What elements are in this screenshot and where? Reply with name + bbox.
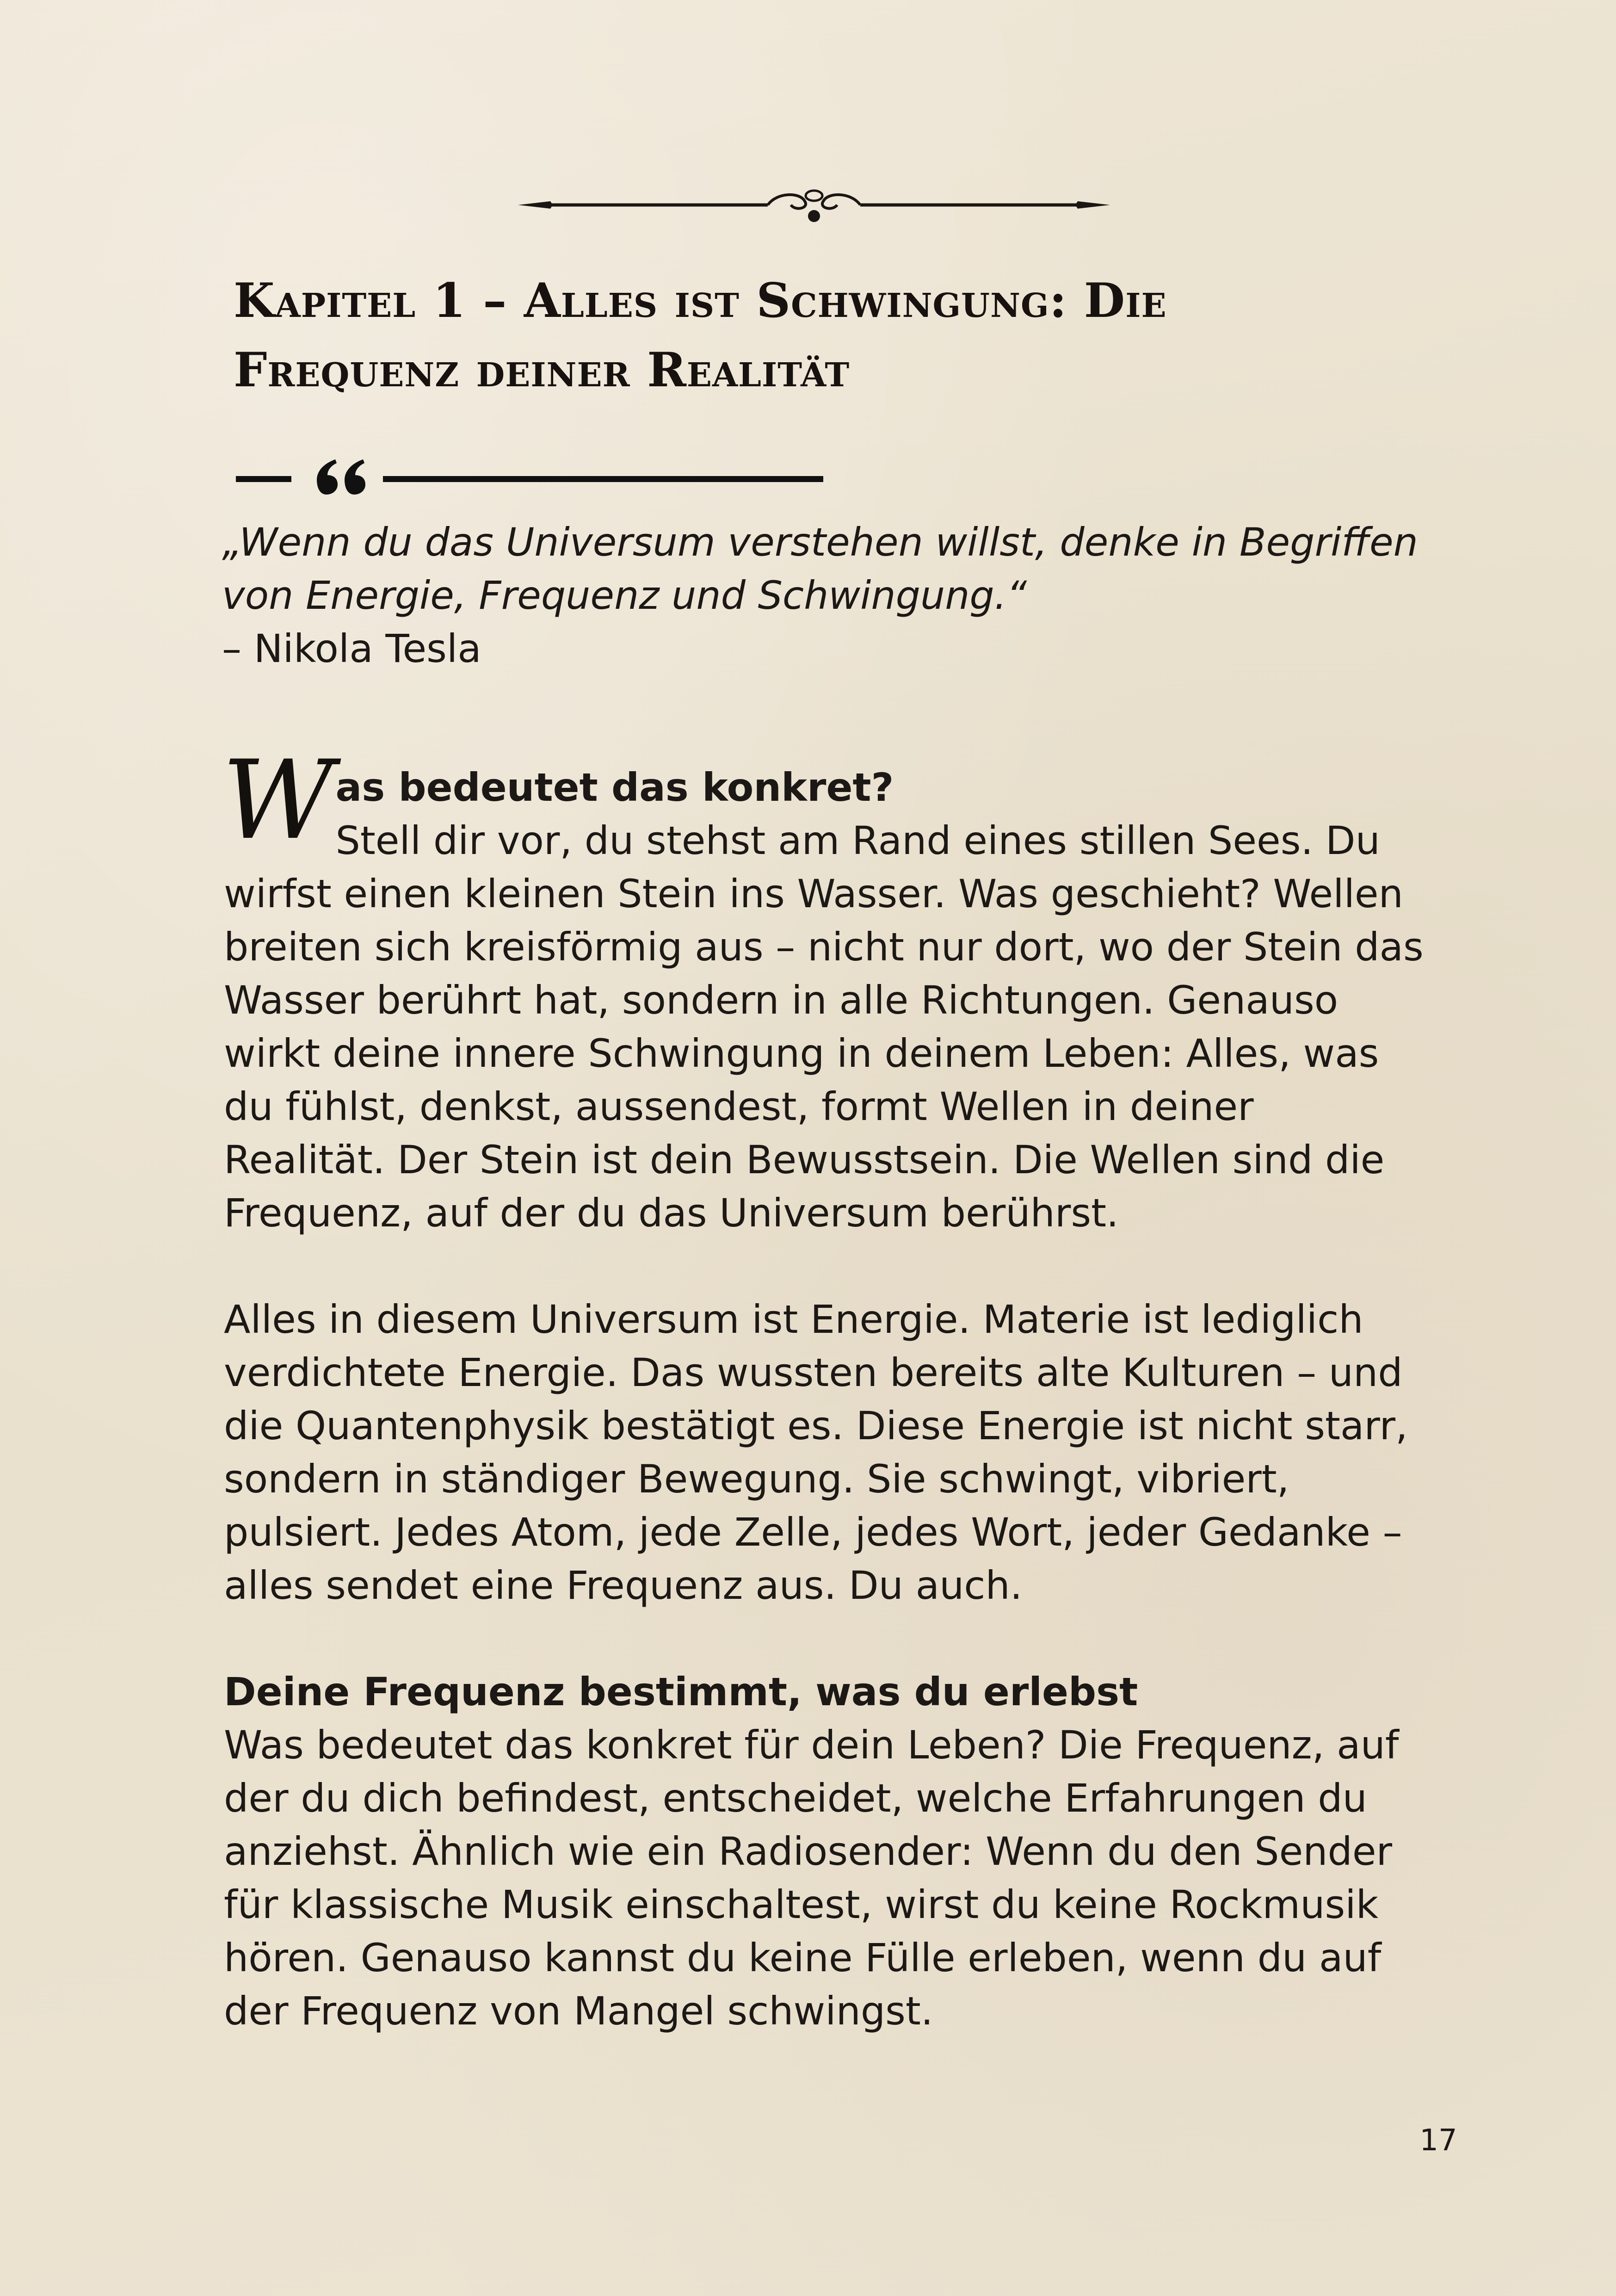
quote-mark-icon — [236, 451, 823, 507]
chapter-title: Kapitel 1 – Alles ist Schwingung: Die Frequenz deiner Realität — [234, 273, 1167, 398]
page-number: 17 — [1419, 2123, 1457, 2158]
chapter-body — [222, 737, 1426, 2038]
quote-text: „Wenn du das Universum verstehen willst, denke in Begriffen von Energie, Frequenz und Schwingung.“ — [222, 520, 1418, 618]
section-heading-1: as bedeutet das konkret? — [335, 765, 894, 810]
quote-author: – Nikola Tesla — [222, 626, 481, 671]
section-heading-2: Deine Frequenz bestimmt, was du erlebst — [224, 1669, 1138, 1714]
paragraph-1: Stell dir vor, du stehst am Rand eines stillen Sees. Du wirfst einen kleinen Stein ins Wasser. Was geschieht? Wellen breiten sich kreisförmig aus – nicht nur dort, wo der Stein das Wasser berührt hat, sondern in alle Richtungen. Genauso wirkt deine innere Schwingung in deinem Leben: Alles, was du fühlst, denkst, aussendest, formt Wellen in deiner Realität. Der Stein ist dein Bewusstsein. Die Wellen sind die Frequenz, auf der du das Universum berührst. — [224, 818, 1424, 1236]
epigraph — [222, 516, 1425, 675]
drop-cap: W — [222, 737, 334, 864]
paragraph-3: Was bedeutet das konkret für dein Leben? Die Frequenz, auf der du dich befindest, entscheidet, welche Erfahrungen du anziehst. Ähnlich wie ein Radiosender: Wenn du den Sender für klassische Musik einschaltest, wirst du keine Rockmusik hören. Genauso kannst du keine Fülle erleben, wenn du auf der Frequenz von Mangel schwingst. — [224, 1722, 1399, 2034]
paragraph-2: Alles in diesem Universum ist Energie. Materie ist lediglich verdichtete Energie. Das wussten bereits alte Kulturen – und die Quantenphysik bestätigt es. Diese Energie ist nicht starr, sondern in ständiger Bewegung. Sie schwingt, vibriert, pulsiert. Jedes Atom, jede Zelle, jedes Wort, jeder Gedanke – alles sendet eine Frequenz aus. Du auch. — [224, 1297, 1408, 1608]
flourish-divider-icon — [518, 183, 1110, 229]
